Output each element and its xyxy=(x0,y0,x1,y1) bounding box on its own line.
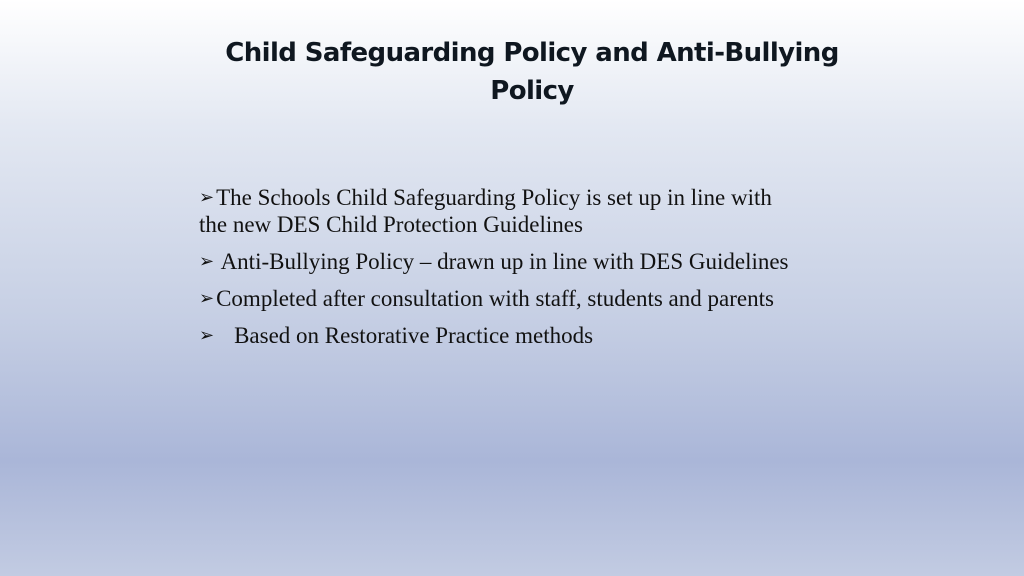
bullet-text: The Schools Child Safeguarding Policy is set up in line with the new DES Child Protection Guidelines xyxy=(199,185,772,237)
bullet-item xyxy=(199,322,799,349)
arrow-bullet-icon: ➢ xyxy=(199,187,215,208)
title-line-1: Child Safeguarding Policy and Anti-Bullying xyxy=(225,38,839,68)
bullet-list xyxy=(199,184,799,359)
bullet-item xyxy=(199,285,799,312)
bullet-item xyxy=(199,184,799,238)
arrow-bullet-icon: ➢ xyxy=(199,288,215,309)
bullet-text: Anti-Bullying Policy – drawn up in line with DES Guidelines xyxy=(216,249,789,274)
title-line-2: Policy xyxy=(490,76,574,106)
bullet-item xyxy=(199,248,799,275)
arrow-bullet-icon: ➢ xyxy=(199,325,215,346)
bullet-text: Based on Restorative Practice methods xyxy=(234,323,594,348)
bullet-text: Completed after consultation with staff, students and parents xyxy=(216,286,774,311)
arrow-bullet-icon: ➢ xyxy=(199,251,215,272)
slide-title xyxy=(180,34,884,110)
